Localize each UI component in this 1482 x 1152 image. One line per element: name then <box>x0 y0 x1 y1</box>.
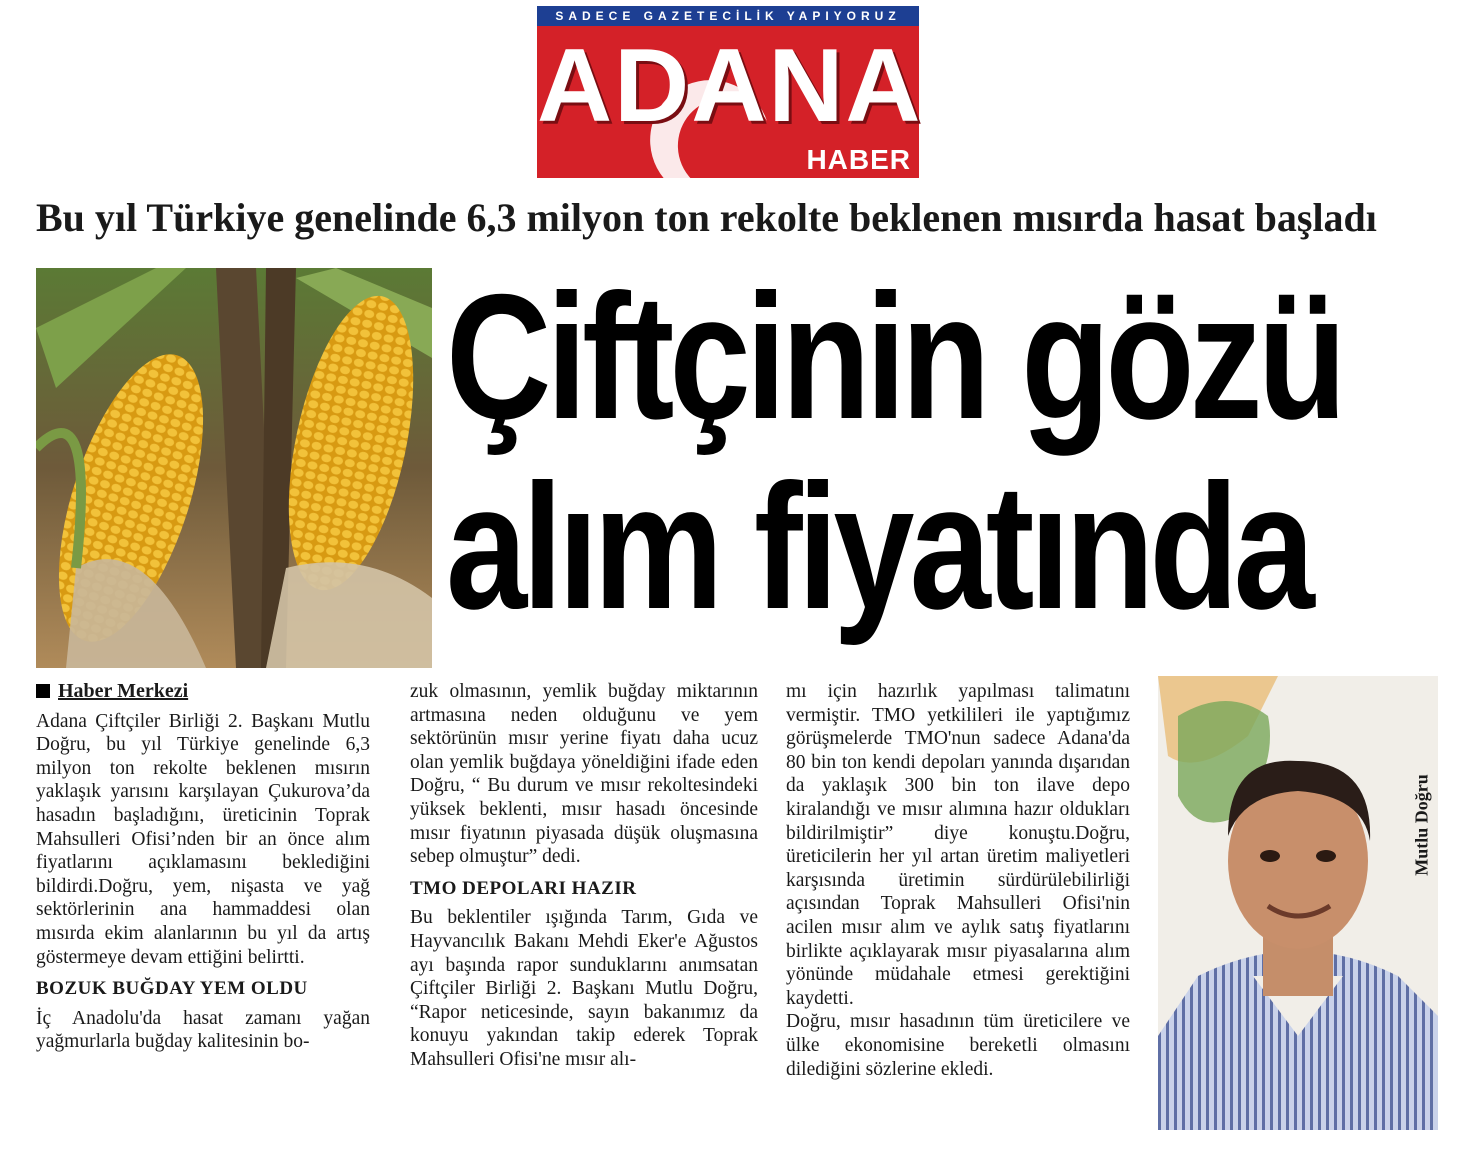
portrait-photo <box>1158 676 1438 1130</box>
article-paragraph: Adana Çiftçiler Birliği 2. Başkanı Mutlu Doğru, bu yıl Türkiye genelinde 6,3 milyon ton rekolte beklenen mısırın yaklaşık yarısını karşılayan Çukurova’da hasadın başladığını, üreticinin Toprak Mahsulleri Ofisi’nden bir an önce alım fiyatlarını açıklamasını beklediğini bildirdi.Doğru, yem, nişasta ve yağ sektörlerinin ana hammaddesi olan mısırda ekim alanlarının bu yıl da artış göstermeye devam ettiğini belirtti. <box>36 710 370 968</box>
masthead-brand: ADANA <box>537 28 923 144</box>
bullet-square-icon <box>36 684 50 698</box>
byline <box>36 680 370 704</box>
headline <box>446 257 1342 646</box>
article-column-2 <box>410 680 758 1072</box>
section-heading: BOZUK BUĞDAY YEM OLDU <box>36 978 308 1000</box>
article-paragraph: İç Anadolu'da hasat zamanı yağan yağmurlarla buğday kalitesinin bo- <box>36 1007 370 1053</box>
article-paragraph: mı için hazırlık yapılması talimatını vermiştir. TMO yetkilileri ile yaptığımız görüşmelerde TMO'nun sadece Adana'da 80 bin ton kendi depoları yanında dışarıdan da yaklaşık 300 bin ton ilave depo kiralandığı ve mısır alımına hazır oldukları bildirilmiştir” diye konuştu.Doğru, üreticilerin her yıl artan üretim maliyetleri karşısında üretimin sürdürülebilirliği açısından Toprak Mahsulleri Ofisi'nin acilen mısır alım ve aylık satış fiyatlarını birlikte açıklayarak mısır piyasalarına alım yönünde müdahale etmesi gerektiğini kaydetti. <box>786 681 1130 1009</box>
article-column-3 <box>786 680 1130 1081</box>
headline-line-1: Çiftçinin gözü <box>446 257 1342 456</box>
photo-caption <box>1410 760 1434 890</box>
masthead-slogan: SADECE GAZETECİLİK YAPIYORUZ <box>537 6 919 26</box>
byline-text: Haber Merkezi <box>58 680 189 702</box>
photo-caption-text: Mutlu Doğru <box>1411 774 1432 876</box>
masthead-logo <box>537 6 923 178</box>
subheadline: Bu yıl Türkiye genelinde 6,3 milyon ton rekolte beklenen mısırda hasat başladı <box>36 195 1377 240</box>
headline-line-2: alım fiyatında <box>446 447 1310 646</box>
article-paragraph: Doğru, mısır hasadının tüm üreticilere ve ülke ekonomisine bereketli olmasını dilediğini sözlerine ekledi. <box>786 1011 1130 1080</box>
masthead-sub: HABER <box>806 144 911 175</box>
article-paragraph: zuk olmasının, yemlik buğday miktarının artmasına neden olduğunu ve yem sektörünün mısır yerine fiyatı daha ucuz olan yemlik buğdaya yöneldiğini ifade eden Doğru, “ Bu durum ve mısır rekoltesindeki yüksek beklenti, mısır hasadı öncesinde mısır fiyatının piyasada düşük oluşmasına sebep olmuştur” dedi. <box>410 681 758 868</box>
corn-photo <box>36 268 432 668</box>
article-column-1 <box>36 680 370 1054</box>
article-paragraph: Bu beklentiler ışığında Tarım, Gıda ve Hayvancılık Bakanı Mehdi Eker'e Ağustos ayı başında rapor sunduklarını anımsatan Çiftçiler Birliği 2. Başkanı Mutlu Doğru, “Rapor neticesinde, sayın bakanımız da konuyu yakından takip ederek Toprak Mahsulleri Ofisi'ne mısır alı- <box>410 907 758 1070</box>
section-heading: TMO DEPOLARI HAZIR <box>410 877 637 899</box>
